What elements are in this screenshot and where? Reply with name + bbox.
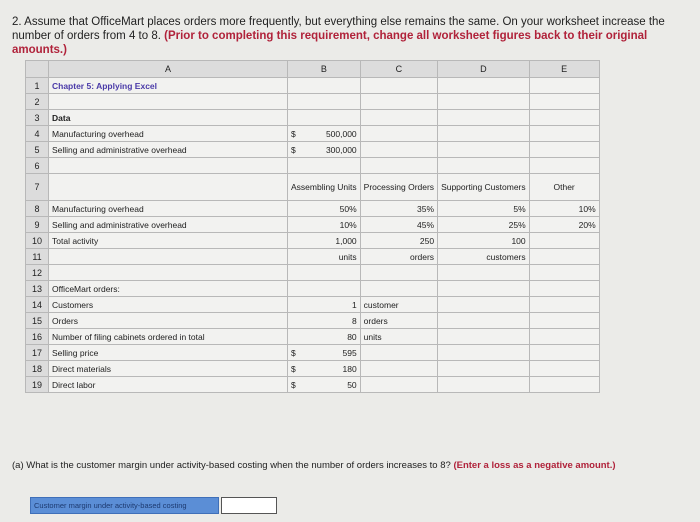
- answer-label: Customer margin under activity-based costing: [30, 497, 219, 514]
- col-header-b: B: [288, 61, 361, 78]
- col-header-e: E: [529, 61, 599, 78]
- row-17: 17 Selling price $ 595: [26, 345, 600, 361]
- row-2: 2: [26, 94, 600, 110]
- worksheet: [25, 60, 600, 393]
- row-12: 12: [26, 265, 600, 281]
- question-text: 2. Assume that OfficeMart places orders more frequently, but everything else remains the same. On your worksheet increase the number of orders from 4 to 8. (Prior to completing this requirement, change all worksheet figures back to their original amounts.): [12, 16, 665, 56]
- part-a-question: (a) What is the customer margin under activity-based costing when the number of orders increases to 8? (Enter a loss as a negative amount.): [12, 460, 616, 471]
- row-7: 7 Assembling Units Processing Orders Supporting Customers Other: [26, 174, 600, 201]
- row-1: 1 Chapter 5: Applying Excel: [26, 78, 600, 94]
- row-5: 5 Selling and administrative overhead $ 300,000: [26, 142, 600, 158]
- row-16: 16 Number of filing cabinets ordered in total 80 units: [26, 329, 600, 345]
- answer-row: [30, 497, 277, 514]
- row-18: 18 Direct materials $ 180: [26, 361, 600, 377]
- col-header-c: C: [360, 61, 437, 78]
- row-4: 4 Manufacturing overhead $ 500,000: [26, 126, 600, 142]
- row-6: 6: [26, 158, 600, 174]
- row-9: 9 Selling and administrative overhead 10% 45% 25% 20%: [26, 217, 600, 233]
- row-8: 8 Manufacturing overhead 50% 35% 5% 10%: [26, 201, 600, 217]
- row-15: 15 Orders 8 orders: [26, 313, 600, 329]
- row-19: 19 Direct labor $ 50: [26, 377, 600, 393]
- col-header-d: D: [438, 61, 530, 78]
- row-10: 10 Total activity 1,000 250 100: [26, 233, 600, 249]
- row-3: 3 Data: [26, 110, 600, 126]
- row-11: 11 units orders customers: [26, 249, 600, 265]
- question-note: (Prior to completing this requirement, change all worksheet figures back to their original amounts.): [12, 30, 648, 56]
- row-14: 14 Customers 1 customer: [26, 297, 600, 313]
- row-13: 13 OfficeMart orders:: [26, 281, 600, 297]
- customer-margin-input[interactable]: [221, 497, 277, 514]
- col-header-a: A: [49, 61, 288, 78]
